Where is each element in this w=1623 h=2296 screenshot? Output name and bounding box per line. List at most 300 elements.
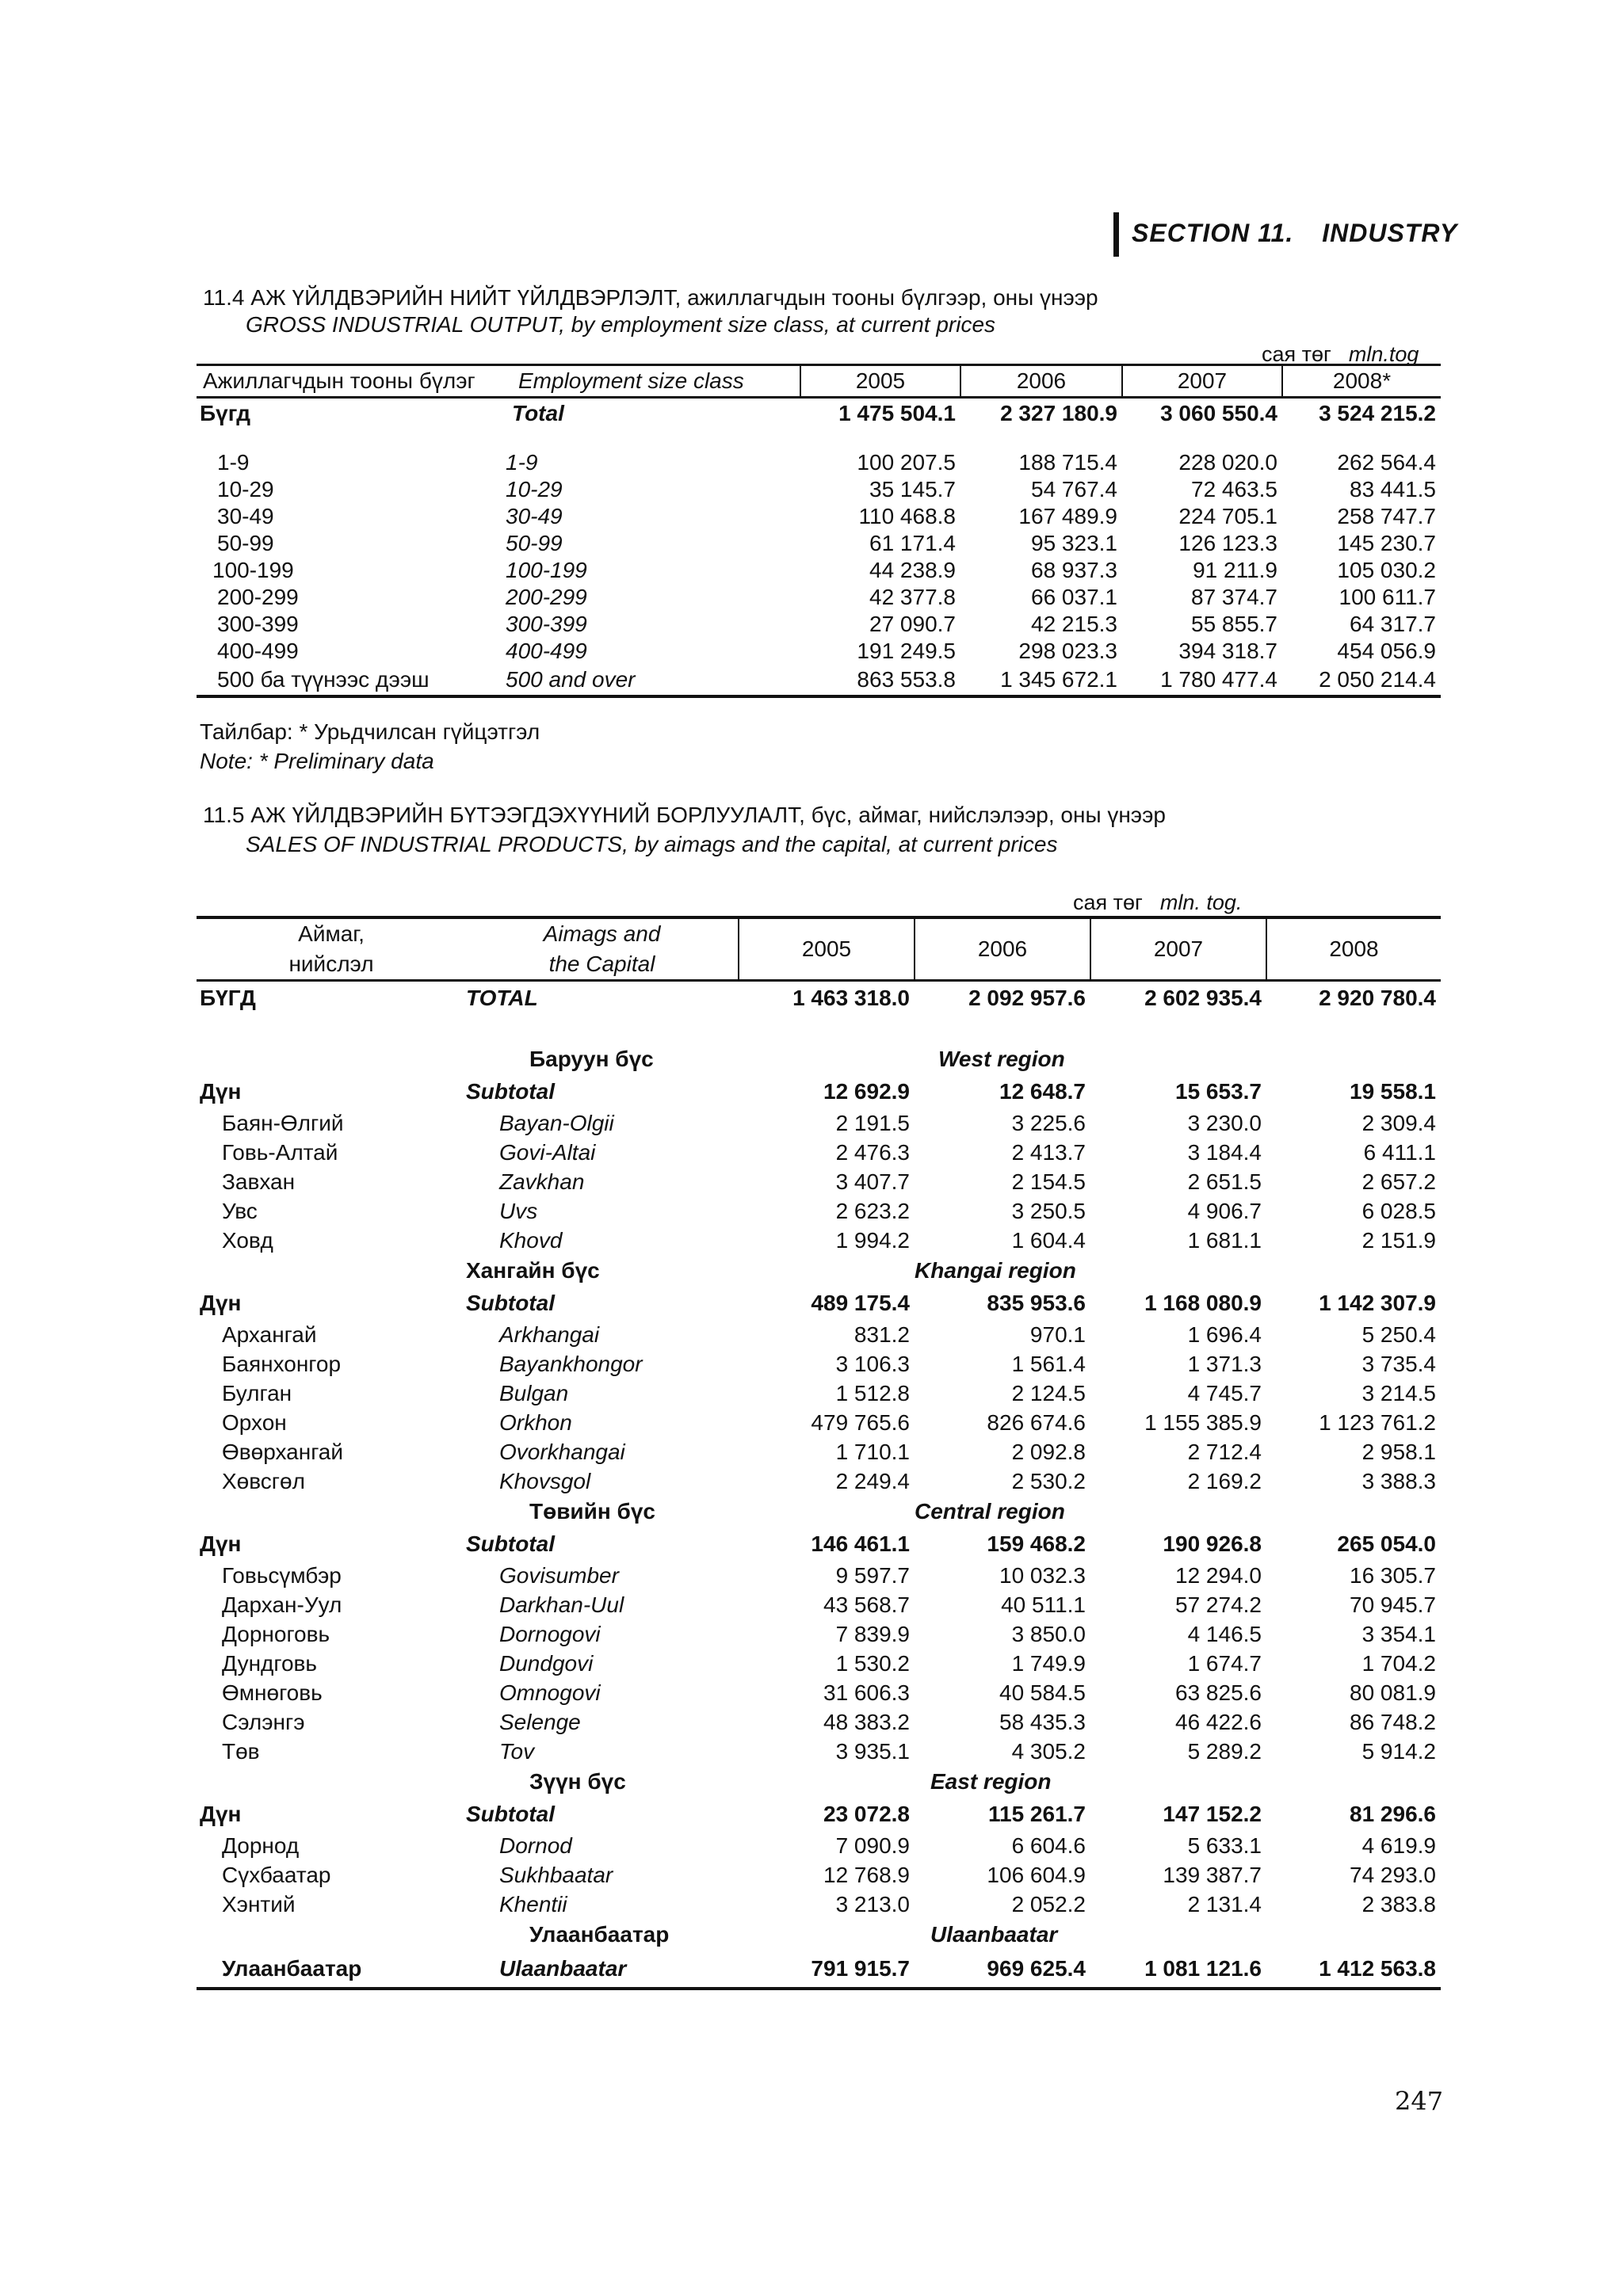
row-label-en: 100-199	[506, 558, 587, 582]
cell-value: 2 476.3	[835, 1139, 910, 1165]
row-label-mn: Өмнөговь	[222, 1680, 323, 1705]
table-row	[197, 1138, 1441, 1167]
cell-value: 2 052.2	[1011, 1891, 1086, 1917]
cell-value: 3 388.3	[1361, 1468, 1436, 1493]
cell-value: 1 463 318.0	[792, 986, 910, 1010]
cell-value: 110 468.8	[858, 504, 956, 528]
t115-year-2008: 2008	[1266, 917, 1441, 981]
cell-value: 27 090.7	[869, 612, 956, 636]
cell-value: 61 171.4	[869, 531, 956, 555]
cell-value: 224 705.1	[1178, 504, 1277, 528]
cell-value: 2 413.7	[1011, 1139, 1086, 1165]
cell-value: 2 050 214.4	[1282, 665, 1441, 696]
cell-value: 1 696.4	[1187, 1322, 1262, 1347]
cell-value: 2 131.4	[1187, 1891, 1262, 1917]
t115-col-en	[466, 917, 739, 981]
row-label-en: Arkhangai	[499, 1322, 600, 1347]
cell-value: 40 511.1	[1001, 1592, 1086, 1617]
cell-value: 188 715.4	[1018, 450, 1117, 475]
cell-value: 2 651.5	[1187, 1169, 1262, 1194]
cell-value: 3 225.6	[1011, 1110, 1086, 1135]
cell-value: 7 839.9	[835, 1621, 910, 1646]
t115-table	[197, 916, 1441, 1990]
region-label-en: Ulaanbaatar	[930, 1922, 1058, 1947]
cell-value: 1 749.9	[1011, 1650, 1086, 1676]
table-row	[197, 530, 1441, 557]
t115-year-2006: 2006	[915, 917, 1090, 981]
cell-value: 66 037.1	[1031, 585, 1117, 609]
cell-value: 2 657.2	[1361, 1169, 1436, 1194]
cell-value: 3 250.5	[1011, 1198, 1086, 1223]
table-row	[197, 1831, 1441, 1860]
row-label-mn: 10-29	[217, 477, 274, 502]
row-label-mn: Увс	[222, 1198, 258, 1223]
cell-value: 2 124.5	[1011, 1380, 1086, 1405]
cell-value: 1 780 477.4	[1122, 665, 1282, 696]
subtotal-row	[197, 1527, 1441, 1561]
row-label-en: TOTAL	[466, 986, 538, 1010]
row-label-en: Darkhan-Uul	[499, 1592, 624, 1617]
t114-title-en: GROSS INDUSTRIAL OUTPUT, by employment size class, at current prices	[246, 312, 996, 337]
cell-value: 2 092.8	[1011, 1439, 1086, 1464]
cell-value: 1 155 385.9	[1144, 1409, 1262, 1435]
cell-value: 95 323.1	[1031, 531, 1117, 555]
cell-value: 831.2	[854, 1322, 910, 1347]
table-row	[197, 611, 1441, 638]
t115-title-en: SALES OF INDUSTRIAL PRODUCTS, by aimags and the capital, at current prices	[246, 832, 1058, 856]
region-label-mn: Зүүн бүс	[529, 1769, 626, 1794]
cell-value: 31 606.3	[823, 1680, 910, 1705]
t114-year-2006: 2006	[960, 365, 1122, 398]
cell-value: 228 020.0	[1178, 450, 1277, 475]
table-row	[197, 557, 1441, 584]
row-label-en: Uvs	[499, 1198, 538, 1223]
cell-value: 191 249.5	[857, 639, 956, 663]
t114-table	[197, 364, 1441, 698]
row-label-mn: Баян-Өлгий	[222, 1110, 344, 1135]
t114-total-row	[197, 398, 1441, 429]
cell-value: 1 123 761.2	[1319, 1409, 1436, 1435]
cell-value: 3 407.7	[835, 1169, 910, 1194]
table-row	[197, 1466, 1441, 1496]
cell-value: 1 081 121.6	[1090, 1951, 1266, 1989]
t114-year-2008: 2008*	[1282, 365, 1441, 398]
t115-col-mn	[197, 917, 466, 981]
cell-value: 126 123.3	[1178, 531, 1277, 555]
row-label-en: 10-29	[506, 477, 563, 502]
row-label-en: Orkhon	[499, 1409, 572, 1435]
row-label-mn: Хэнтий	[222, 1891, 296, 1917]
cell-value: 3 524 215.2	[1319, 401, 1436, 425]
cell-value: 479 765.6	[811, 1409, 910, 1435]
row-label-mn: Өвөрхангай	[222, 1439, 344, 1464]
cell-value: 12 294.0	[1175, 1562, 1262, 1588]
cell-value: 70 945.7	[1350, 1592, 1436, 1617]
row-label-en: Subtotal	[466, 1291, 555, 1315]
cell-value: 106 604.9	[987, 1862, 1086, 1887]
cell-value: 2 383.8	[1361, 1891, 1436, 1917]
t115-year-2007: 2007	[1090, 917, 1266, 981]
cell-value: 42 377.8	[869, 585, 956, 609]
row-label-en: Tov	[499, 1738, 535, 1764]
cell-value: 3 230.0	[1187, 1110, 1262, 1135]
ulaanbaatar-row	[197, 1951, 1441, 1989]
row-label-en: Govisumber	[499, 1562, 619, 1588]
cell-value: 23 072.8	[823, 1802, 910, 1826]
cell-value: 10 032.3	[999, 1562, 1086, 1588]
cell-value: 2 154.5	[1011, 1169, 1086, 1194]
row-label-mn: Говь-Алтай	[222, 1139, 338, 1165]
t115-col-mn-line1: Аймаг,	[298, 921, 365, 946]
cell-value: 5 250.4	[1361, 1322, 1436, 1347]
cell-value: 43 568.7	[823, 1592, 910, 1617]
table-row	[197, 1649, 1441, 1678]
cell-value: 64 317.7	[1350, 612, 1436, 636]
cell-value: 3 850.0	[1011, 1621, 1086, 1646]
cell-value: 2 327 180.9	[1000, 401, 1117, 425]
cell-value: 2 092 957.6	[968, 986, 1086, 1010]
cell-value: 969 625.4	[915, 1951, 1090, 1989]
t115-col-en-line2: the Capital	[548, 952, 655, 976]
t114-col-mn: Ажиллагчдын тооны бүлэг	[197, 365, 506, 398]
table-row	[197, 1167, 1441, 1196]
t114-unit-en: mln.tog	[1348, 342, 1419, 366]
cell-value: 3 354.1	[1361, 1621, 1436, 1646]
table-row	[197, 1437, 1441, 1466]
section-header	[1132, 219, 1457, 248]
row-label-mn: Ховд	[222, 1227, 273, 1253]
table-row	[197, 1737, 1441, 1766]
cell-value: 146 461.1	[811, 1531, 910, 1556]
cell-value: 105 030.2	[1337, 558, 1436, 582]
cell-value: 1 475 504.1	[838, 401, 956, 425]
row-label-mn: Улаанбаатар	[197, 1951, 466, 1989]
row-label-mn: 50-99	[217, 531, 274, 555]
row-label-en: Dundgovi	[499, 1650, 594, 1676]
row-label-en: Omnogovi	[499, 1680, 601, 1705]
row-label-en: Bulgan	[499, 1380, 569, 1405]
cell-value: 12 692.9	[823, 1079, 910, 1104]
t114-col-en: Employment size class	[506, 365, 800, 398]
row-label-en: Subtotal	[466, 1531, 555, 1556]
cell-value: 4 305.2	[1011, 1738, 1086, 1764]
cell-value: 1 674.7	[1187, 1650, 1262, 1676]
cell-value: 54 767.4	[1031, 477, 1117, 502]
cell-value: 791 915.7	[739, 1951, 915, 1989]
cell-value: 3 184.4	[1187, 1139, 1262, 1165]
row-label-mn: Төв	[222, 1738, 260, 1764]
table-row	[197, 503, 1441, 530]
cell-value: 1 345 672.1	[960, 665, 1122, 696]
region-label-mn: Баруун бүс	[529, 1047, 654, 1071]
table-row	[197, 1619, 1441, 1649]
row-label-mn: Дархан-Уул	[222, 1592, 342, 1617]
cell-value: 2 249.4	[835, 1468, 910, 1493]
row-label-en: Total	[512, 401, 564, 425]
region-header-row	[197, 1255, 1441, 1287]
row-label-mn: 200-299	[217, 585, 299, 609]
row-label-mn: Архангай	[222, 1322, 317, 1347]
cell-value: 19 558.1	[1350, 1079, 1436, 1104]
cell-value: 5 633.1	[1187, 1833, 1262, 1858]
cell-value: 12 648.7	[999, 1079, 1086, 1104]
cell-value: 159 468.2	[987, 1531, 1086, 1556]
row-label-mn: Орхон	[222, 1409, 287, 1435]
region-header-row	[197, 1496, 1441, 1527]
cell-value: 4 906.7	[1187, 1198, 1262, 1223]
row-label-mn: Дүн	[200, 1531, 242, 1556]
table-row	[197, 476, 1441, 503]
cell-value: 1 371.3	[1187, 1351, 1262, 1376]
subtotal-row	[197, 1287, 1441, 1320]
cell-value: 2 530.2	[1011, 1468, 1086, 1493]
cell-value: 58 435.3	[999, 1709, 1086, 1734]
cell-value: 1 604.4	[1011, 1227, 1086, 1253]
table-row	[197, 1561, 1441, 1590]
row-label-en: 500 and over	[506, 665, 800, 696]
cell-value: 489 175.4	[811, 1291, 910, 1315]
cell-value: 9 597.7	[835, 1562, 910, 1588]
table-row	[197, 1320, 1441, 1349]
row-label-mn: Дундговь	[222, 1650, 318, 1676]
table-row	[197, 665, 1441, 696]
table-row	[197, 1678, 1441, 1707]
cell-value: 68 937.3	[1031, 558, 1117, 582]
t114-title-mn: 11.4 АЖ ҮЙЛДВЭРИЙН НИЙТ ҮЙЛДВЭРЛЭЛТ, ажиллагчдын тооны бүлгээр, оны үнээр	[203, 285, 1098, 310]
cell-value: 7 090.9	[835, 1833, 910, 1858]
cell-value: 4 619.9	[1361, 1833, 1436, 1858]
subtotal-row	[197, 1798, 1441, 1831]
row-label-mn: Баянхонгор	[222, 1351, 342, 1376]
table-row	[197, 1890, 1441, 1919]
row-label-en: 300-399	[506, 612, 587, 636]
cell-value: 40 584.5	[999, 1680, 1086, 1705]
cell-value: 826 674.6	[987, 1409, 1086, 1435]
cell-value: 115 261.7	[987, 1802, 1086, 1826]
section-number: SECTION 11.	[1132, 219, 1294, 247]
table-row	[197, 1707, 1441, 1737]
cell-value: 454 056.9	[1337, 639, 1436, 663]
row-label-mn: Дорноговь	[222, 1621, 330, 1646]
row-label-mn: Дүн	[200, 1802, 242, 1826]
row-label-en: 50-99	[506, 531, 563, 555]
cell-value: 1 561.4	[1011, 1351, 1086, 1376]
row-label-en: Govi-Altai	[499, 1139, 596, 1165]
cell-value: 63 825.6	[1175, 1680, 1262, 1705]
cell-value: 6 028.5	[1361, 1198, 1436, 1223]
cell-value: 3 106.3	[835, 1351, 910, 1376]
row-label-mn: Сүхбаатар	[222, 1862, 331, 1887]
row-label-en: Khovsgol	[499, 1468, 591, 1493]
cell-value: 6 604.6	[1011, 1833, 1086, 1858]
row-label-en: Ulaanbaatar	[466, 1951, 739, 1989]
cell-value: 15 653.7	[1175, 1079, 1262, 1104]
row-label-en: 30-49	[506, 504, 563, 528]
cell-value: 394 318.7	[1178, 639, 1277, 663]
cell-value: 2 712.4	[1187, 1439, 1262, 1464]
row-label-en: Bayan-Olgii	[499, 1110, 614, 1135]
subtotal-row	[197, 1075, 1441, 1108]
cell-value: 2 151.9	[1361, 1227, 1436, 1253]
cell-value: 55 855.7	[1191, 612, 1277, 636]
cell-value: 2 623.2	[835, 1198, 910, 1223]
row-label-en: 1-9	[506, 450, 538, 475]
page-number: 247	[1395, 2086, 1444, 2116]
t115-total-row	[197, 981, 1441, 1016]
cell-value: 35 145.7	[869, 477, 956, 502]
row-label-mn: Дорнод	[222, 1833, 300, 1858]
row-label-en: Khentii	[499, 1891, 567, 1917]
row-label-mn: Сэлэнгэ	[222, 1709, 305, 1734]
cell-value: 167 489.9	[1018, 504, 1117, 528]
table-row	[197, 638, 1441, 665]
table-row	[197, 1349, 1441, 1379]
region-label-mn: Хангайн бүс	[466, 1258, 600, 1283]
row-label-mn: 100-199	[212, 558, 294, 582]
cell-value: 83 441.5	[1350, 477, 1436, 502]
row-label-en: Khovd	[499, 1227, 563, 1253]
cell-value: 5 289.2	[1187, 1738, 1262, 1764]
cell-value: 3 213.0	[835, 1891, 910, 1917]
t115-unit-mn: сая төг	[1073, 891, 1143, 914]
cell-value: 5 914.2	[1361, 1738, 1436, 1764]
t115-unit-en: mln. tog.	[1159, 891, 1243, 914]
table-row	[197, 1590, 1441, 1619]
row-label-en: Zavkhan	[499, 1169, 585, 1194]
region-label-mn: Төвийн бүс	[529, 1499, 655, 1524]
row-label-mn: 400-499	[217, 639, 299, 663]
table-row	[197, 1226, 1441, 1255]
cell-value: 2 169.2	[1187, 1468, 1262, 1493]
cell-value: 2 920 780.4	[1319, 986, 1436, 1010]
section-divider-bar	[1113, 212, 1119, 257]
cell-value: 265 054.0	[1337, 1531, 1436, 1556]
cell-value: 147 152.2	[1163, 1802, 1262, 1826]
cell-value: 1 512.8	[835, 1380, 910, 1405]
table-row	[197, 1196, 1441, 1226]
region-label-en: East region	[930, 1769, 1052, 1794]
row-label-en: Subtotal	[466, 1802, 555, 1826]
table-row	[197, 1408, 1441, 1437]
t115-header-row	[197, 917, 1441, 981]
cell-value: 139 387.7	[1163, 1862, 1262, 1887]
row-label-en: 200-299	[506, 585, 587, 609]
region-label-en: West region	[938, 1047, 1065, 1071]
row-label-mn: Дүн	[200, 1291, 242, 1315]
row-label-mn: Дүн	[200, 1079, 242, 1104]
cell-value: 970.1	[1029, 1322, 1086, 1347]
row-label-en: Dornod	[499, 1833, 572, 1858]
cell-value: 80 081.9	[1350, 1680, 1436, 1705]
t115-col-en-line1: Aimags and	[543, 921, 661, 946]
table-row	[197, 449, 1441, 476]
cell-value: 1 168 080.9	[1144, 1291, 1262, 1315]
t114-unit-mn: сая төг	[1262, 342, 1331, 366]
cell-value: 72 463.5	[1191, 477, 1277, 502]
row-label-mn: 500 ба түүнээс дээш	[197, 665, 506, 696]
cell-value: 298 023.3	[1018, 639, 1117, 663]
table-row	[197, 1108, 1441, 1138]
row-label-en: 400-499	[506, 639, 587, 663]
cell-value: 2 191.5	[835, 1110, 910, 1135]
t114-note-en: Note: * Preliminary data	[200, 749, 434, 773]
cell-value: 1 994.2	[835, 1227, 910, 1253]
row-label-mn: Булган	[222, 1380, 292, 1405]
region-header-row	[197, 1919, 1441, 1951]
cell-value: 4 745.7	[1187, 1380, 1262, 1405]
cell-value: 42 215.3	[1031, 612, 1117, 636]
cell-value: 81 296.6	[1350, 1802, 1436, 1826]
cell-value: 190 926.8	[1163, 1531, 1262, 1556]
t114-note-mn: Тайлбар: * Урьдчилсан гүйцэтгэл	[200, 719, 540, 744]
region-label-mn: Улаанбаатар	[529, 1922, 670, 1947]
row-label-en: Dornogovi	[499, 1621, 601, 1646]
cell-value: 2 602 935.4	[1144, 986, 1262, 1010]
row-label-mn: Завхан	[222, 1169, 296, 1194]
t115-unit	[1073, 891, 1242, 915]
cell-value: 100 207.5	[857, 450, 956, 475]
row-label-mn: Хөвсгөл	[222, 1468, 305, 1493]
cell-value: 16 305.7	[1350, 1562, 1436, 1588]
row-label-en: Sukhbaatar	[499, 1862, 613, 1887]
cell-value: 3 060 550.4	[1160, 401, 1277, 425]
cell-value: 1 710.1	[835, 1439, 910, 1464]
cell-value: 3 214.5	[1361, 1380, 1436, 1405]
region-header-row	[197, 1766, 1441, 1798]
cell-value: 3 935.1	[835, 1738, 910, 1764]
cell-value: 145 230.7	[1337, 531, 1436, 555]
region-header-row	[197, 1043, 1441, 1075]
cell-value: 12 768.9	[823, 1862, 910, 1887]
cell-value: 74 293.0	[1350, 1862, 1436, 1887]
cell-value: 44 238.9	[869, 558, 956, 582]
cell-value: 1 704.2	[1361, 1650, 1436, 1676]
row-label-en: Bayankhongor	[499, 1351, 643, 1376]
cell-value: 87 374.7	[1191, 585, 1277, 609]
t114-header-row	[197, 365, 1441, 398]
table-row	[197, 1379, 1441, 1408]
cell-value: 863 553.8	[800, 665, 960, 696]
cell-value: 46 422.6	[1175, 1709, 1262, 1734]
t114-year-2007: 2007	[1122, 365, 1282, 398]
row-label-mn: 30-49	[217, 504, 274, 528]
cell-value: 835 953.6	[987, 1291, 1086, 1315]
cell-value: 1 142 307.9	[1319, 1291, 1436, 1315]
t115-year-2005: 2005	[739, 917, 915, 981]
cell-value: 48 383.2	[823, 1709, 910, 1734]
table-row	[197, 1860, 1441, 1890]
cell-value: 1 412 563.8	[1266, 1951, 1441, 1989]
cell-value: 1 681.1	[1187, 1227, 1262, 1253]
cell-value: 1 530.2	[835, 1650, 910, 1676]
section-title: INDUSTRY	[1322, 219, 1458, 247]
table-row	[197, 584, 1441, 611]
row-label-mn: Бүгд	[200, 401, 251, 425]
cell-value: 100 611.7	[1338, 585, 1436, 609]
t115-col-mn-line2: нийслэл	[288, 952, 374, 976]
cell-value: 57 274.2	[1175, 1592, 1262, 1617]
cell-value: 91 211.9	[1193, 558, 1277, 582]
cell-value: 4 146.5	[1187, 1621, 1262, 1646]
row-label-en: Ovorkhangai	[499, 1439, 625, 1464]
row-label-mn: 1-9	[217, 450, 250, 475]
cell-value: 3 735.4	[1361, 1351, 1436, 1376]
t114-year-2005: 2005	[800, 365, 960, 398]
cell-value: 2 309.4	[1361, 1110, 1436, 1135]
cell-value: 86 748.2	[1350, 1709, 1436, 1734]
t115-title-mn: 11.5 АЖ ҮЙЛДВЭРИЙН БҮТЭЭГДЭХҮҮНИЙ БОРЛУУЛАЛТ, бүс, аймаг, нийслэлээр, оны үнээр	[203, 803, 1166, 827]
cell-value: 258 747.7	[1337, 504, 1436, 528]
